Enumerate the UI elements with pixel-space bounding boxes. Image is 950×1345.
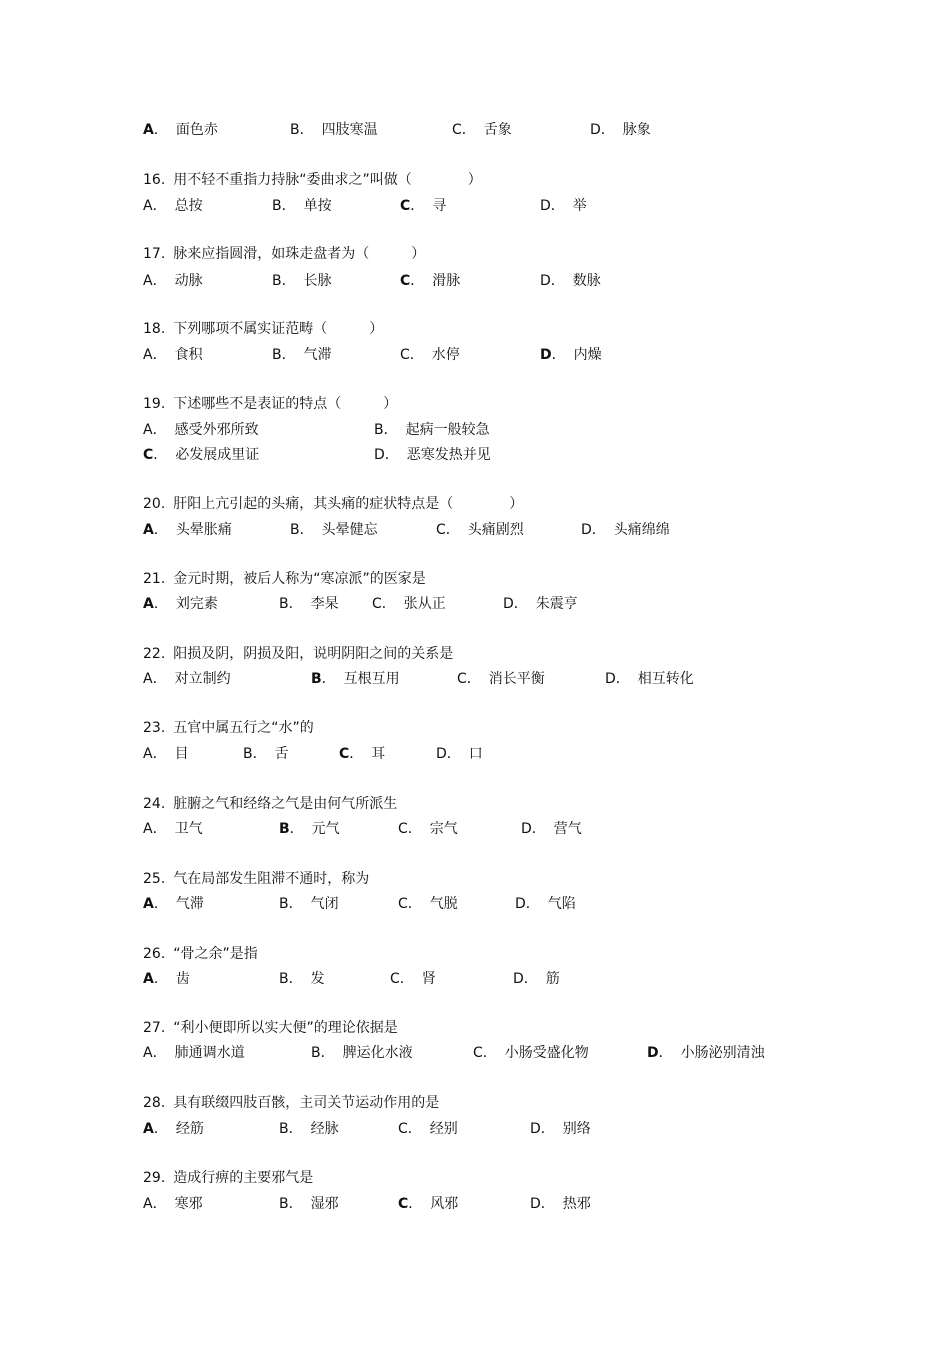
option-separator: ． [299,522,314,538]
option-letter: A [143,347,153,363]
option-text: 长脉 [303,273,332,289]
option-text: 肺通调水道 [174,1045,245,1061]
option-text: 内燥 [573,347,602,363]
option-letter: C [400,198,411,214]
option-letter: A [143,821,153,837]
option-letter: A [143,671,153,687]
question-text: 下列哪项不属实证范畴（ ） [173,321,384,337]
option-q20-c [436,520,524,540]
option-text: 滑脉 [432,273,461,289]
option-letter: D [374,447,385,463]
option-separator: ． [152,1045,167,1061]
option-text: 肾 [421,971,436,987]
option-q28-b [279,1119,339,1139]
option-q15-c [452,120,512,140]
option-separator: ． [513,596,528,612]
option-q26-a [143,969,190,989]
option-letter: C [473,1045,483,1061]
question-q20-stem [143,494,523,514]
option-text: 气陷 [547,896,576,912]
option-separator: ． [153,896,168,912]
option-letter: B [279,896,289,912]
option-separator: ． [407,821,422,837]
question-number: 27. [143,1020,166,1036]
question-text: 造成行痹的主要邪气是 [173,1170,314,1186]
option-letter: D [521,821,532,837]
option-letter: B [279,596,289,612]
option-text: 头晕健忘 [321,522,378,538]
option-letter: B [311,671,322,687]
option-letter: C [143,447,154,463]
option-separator: ． [446,746,461,762]
option-letter: C [390,971,400,987]
question-q19-stem [143,394,397,414]
option-separator: ． [153,971,168,987]
option-separator: ． [410,273,425,289]
option-q24-a [143,819,203,839]
option-separator: ． [281,198,296,214]
option-q25-d [515,894,576,914]
option-q29-a [143,1194,203,1214]
option-q24-c [398,819,458,839]
question-number: 16. [143,172,166,188]
question-q25-stem [143,869,369,889]
option-separator: ． [540,1196,555,1212]
option-letter: B [311,1045,321,1061]
option-text: 口 [468,746,483,762]
option-separator: ． [152,671,167,687]
option-text: 起病一般较急 [405,422,490,438]
option-q18-a [143,345,203,365]
option-q23-c [339,744,385,764]
option-text: 面色赤 [175,122,218,138]
option-text: 目 [174,746,189,762]
question-number: 28. [143,1095,166,1111]
option-text: 气滞 [175,896,204,912]
option-separator: ． [384,447,399,463]
option-q29-b [279,1194,339,1214]
option-q20-d [581,520,670,540]
option-letter: A [143,273,153,289]
option-text: 相互转化 [637,671,694,687]
option-q15-a [143,120,218,140]
option-q27-a [143,1043,245,1063]
option-q25-a [143,894,204,914]
option-separator: ． [321,671,336,687]
option-text: 头痛绵绵 [613,522,670,538]
option-separator: ． [320,1045,335,1061]
option-letter: D [530,1121,541,1137]
question-text: 具有联缀四肢百骸，主司关节运动作用的是 [173,1095,440,1111]
option-letter: D [647,1045,659,1061]
option-text: 寒邪 [174,1196,203,1212]
option-letter: D [436,746,447,762]
question-number: 25. [143,871,166,887]
option-text: 小肠泌别清浊 [680,1045,765,1061]
question-number: 21. [143,571,166,587]
option-separator: ． [615,671,630,687]
option-text: 经别 [429,1121,458,1137]
question-number: 17. [143,246,166,262]
option-letter: C [398,1196,409,1212]
option-text: 刘完素 [175,596,218,612]
option-separator: ． [399,971,414,987]
option-separator: ． [153,447,168,463]
option-separator: ． [152,347,167,363]
option-separator: ． [153,596,168,612]
option-text: 营气 [553,821,582,837]
option-text: 卫气 [174,821,203,837]
option-separator: ． [658,1045,673,1061]
question-text: “利小便即所以实大便”的理论依据是 [173,1020,398,1036]
option-q18-c [400,345,460,365]
option-q27-d [647,1043,765,1063]
option-separator: ． [153,122,168,138]
option-q20-a [143,520,232,540]
option-text: 朱震亨 [535,596,578,612]
option-separator: ． [153,1121,168,1137]
option-letter: A [143,422,153,438]
option-text: 感受外邪所致 [174,422,259,438]
option-letter: B [243,746,253,762]
option-q29-d [530,1194,591,1214]
option-separator: ． [288,896,303,912]
option-letter: B [272,347,282,363]
option-q17-b [272,271,332,291]
option-q23-d [436,744,483,764]
option-q24-d [521,819,582,839]
option-text: 宗气 [429,821,458,837]
option-q21-d [503,594,578,614]
question-text: 肝阳上亢引起的头痛，其头痛的症状特点是（ ） [173,496,524,512]
question-text: 阳损及阴，阴损及阳，说明阴阳之间的关系是 [173,646,454,662]
option-text: 脉象 [622,122,651,138]
option-letter: A [143,746,153,762]
option-q19-c [143,445,259,465]
option-separator: ． [409,347,424,363]
question-number: 23. [143,720,166,736]
option-letter: A [143,896,154,912]
option-q25-b [279,894,339,914]
option-text: 互根互用 [343,671,400,687]
question-number: 20. [143,496,166,512]
option-text: 张从正 [403,596,446,612]
option-q28-d [530,1119,591,1139]
option-text: 食积 [174,347,203,363]
option-q23-b [243,744,289,764]
option-q28-a [143,1119,204,1139]
option-separator: ． [152,1196,167,1212]
option-q26-d [513,969,560,989]
option-letter: B [272,273,282,289]
option-letter: B [290,122,300,138]
option-letter: A [143,122,154,138]
option-q22-a [143,669,231,689]
question-q23-stem [143,718,314,738]
question-q26-stem [143,944,258,964]
question-number: 29. [143,1170,166,1186]
option-text: 舌 [274,746,289,762]
option-letter: A [143,1045,153,1061]
question-number: 24. [143,796,166,812]
option-letter: D [515,896,526,912]
option-separator: ． [461,122,476,138]
option-text: 耳 [371,746,386,762]
option-q21-a [143,594,218,614]
option-q29-c [398,1194,458,1214]
option-letter: B [279,821,290,837]
question-text: 脉来应指圆滑，如珠走盘者为（ ） [173,246,426,262]
option-text: 李杲 [310,596,339,612]
option-text: 总按 [174,198,203,214]
option-letter: C [436,522,446,538]
option-letter: C [398,896,408,912]
option-letter: C [400,273,411,289]
option-separator: ． [383,422,398,438]
option-q19-a [143,420,259,440]
question-q17-stem [143,244,425,264]
option-letter: C [452,122,462,138]
question-q24-stem [143,794,397,814]
option-q16-a [143,196,203,216]
option-text: 筋 [545,971,560,987]
option-separator: ． [408,1196,423,1212]
option-letter: C [339,746,350,762]
option-separator: ． [152,821,167,837]
option-text: 元气 [311,821,340,837]
option-separator: ． [152,198,167,214]
option-text: 恶寒发热并见 [406,447,491,463]
option-letter: B [279,1121,289,1137]
option-q27-c [473,1043,589,1063]
option-text: 齿 [175,971,190,987]
option-q27-b [311,1043,413,1063]
option-separator: ． [299,122,314,138]
option-separator: ． [523,971,538,987]
question-text: 气在局部发生阻滞不通时，称为 [173,871,370,887]
option-q28-c [398,1119,458,1139]
option-separator: ． [288,1121,303,1137]
option-letter: A [143,1121,154,1137]
option-separator: ． [525,896,540,912]
question-text: 金元时期，被后人称为“寒凉派”的医家是 [173,571,426,587]
option-text: 气脱 [429,896,458,912]
option-letter: A [143,522,154,538]
option-separator: ． [152,746,167,762]
option-separator: ． [281,273,296,289]
option-letter: C [457,671,467,687]
option-text: 头晕胀痛 [175,522,232,538]
option-text: 动脉 [174,273,203,289]
question-q28-stem [143,1093,439,1113]
option-text: 消长平衡 [488,671,545,687]
option-q21-b [279,594,339,614]
option-separator: ． [289,821,304,837]
option-letter: B [279,971,289,987]
question-q18-stem [143,319,383,339]
option-q19-b [374,420,490,440]
option-text: 热邪 [562,1196,591,1212]
option-text: 举 [572,198,587,214]
option-text: 单按 [303,198,332,214]
option-separator: ． [482,1045,497,1061]
option-separator: ． [381,596,396,612]
option-q22-c [457,669,545,689]
option-letter: D [590,122,601,138]
question-number: 26. [143,946,166,962]
option-letter: C [398,821,408,837]
option-text: 寻 [432,198,447,214]
question-text: 五官中属五行之“水”的 [173,720,314,736]
option-letter: D [513,971,524,987]
option-separator: ． [407,1121,422,1137]
option-separator: ． [466,671,481,687]
option-q16-b [272,196,332,216]
option-text: 湿邪 [310,1196,339,1212]
option-text: 头痛剧烈 [467,522,524,538]
question-q16-stem [143,170,482,190]
option-q22-b [311,669,400,689]
option-q16-d [540,196,587,216]
question-text: 用不轻不重指力持脉“委曲求之”叫做（ ） [173,172,482,188]
option-separator: ． [281,347,296,363]
option-letter: B [374,422,384,438]
option-separator: ． [252,746,267,762]
option-separator: ． [288,971,303,987]
question-number: 22. [143,646,166,662]
question-q22-stem [143,644,453,664]
option-text: 气闭 [310,896,339,912]
option-letter: C [400,347,410,363]
option-letter: A [143,198,153,214]
option-q16-c [400,196,446,216]
question-text: 下述哪些不是表证的特点（ ） [173,396,398,412]
option-q25-c [398,894,458,914]
option-separator: ． [407,896,422,912]
option-q17-a [143,271,203,291]
option-letter: A [143,596,154,612]
option-q22-d [605,669,694,689]
option-separator: ． [288,596,303,612]
option-separator: ． [550,198,565,214]
option-letter: D [530,1196,541,1212]
question-q29-stem [143,1168,313,1188]
option-q18-d [540,345,602,365]
option-text: 发 [310,971,325,987]
option-text: 舌象 [483,122,512,138]
option-text: 脾运化水液 [342,1045,413,1061]
option-separator: ． [153,522,168,538]
option-separator: ． [551,347,566,363]
option-letter: D [503,596,514,612]
option-text: 经脉 [310,1121,339,1137]
option-separator: ． [349,746,364,762]
question-text: “骨之余”是指 [173,946,258,962]
option-q17-c [400,271,460,291]
option-letter: A [143,1196,153,1212]
option-q15-d [590,120,651,140]
option-separator: ． [152,422,167,438]
option-letter: D [540,347,552,363]
option-letter: B [290,522,300,538]
option-q18-b [272,345,332,365]
option-text: 小肠受盛化物 [504,1045,589,1061]
option-q15-b [290,120,378,140]
question-q21-stem [143,569,426,589]
question-q27-stem [143,1018,398,1038]
option-q26-b [279,969,325,989]
question-text: 脏腑之气和经络之气是由何气所派生 [173,796,398,812]
option-separator: ． [591,522,606,538]
question-number: 19. [143,396,166,412]
option-separator: ． [600,122,615,138]
option-letter: C [372,596,382,612]
option-text: 对立制约 [174,671,231,687]
option-letter: B [279,1196,289,1212]
question-number: 18. [143,321,166,337]
option-text: 四肢寒温 [321,122,378,138]
option-text: 必发展成里证 [175,447,260,463]
option-text: 风邪 [430,1196,459,1212]
option-separator: ． [531,821,546,837]
option-separator: ． [445,522,460,538]
option-letter: D [581,522,592,538]
option-separator: ． [550,273,565,289]
option-separator: ． [410,198,425,214]
option-q23-a [143,744,189,764]
option-separator: ． [288,1196,303,1212]
option-text: 经筋 [175,1121,204,1137]
option-q17-d [540,271,601,291]
option-q21-c [372,594,446,614]
option-q20-b [290,520,378,540]
option-letter: C [398,1121,408,1137]
option-text: 水停 [431,347,460,363]
option-text: 数脉 [572,273,601,289]
option-letter: D [540,273,551,289]
option-separator: ． [540,1121,555,1137]
option-q26-c [390,969,436,989]
option-text: 气滞 [303,347,332,363]
option-letter: D [605,671,616,687]
option-letter: B [272,198,282,214]
option-letter: A [143,971,154,987]
option-q24-b [279,819,340,839]
option-q19-d [374,445,491,465]
option-separator: ． [152,273,167,289]
option-text: 别络 [562,1121,591,1137]
option-letter: D [540,198,551,214]
